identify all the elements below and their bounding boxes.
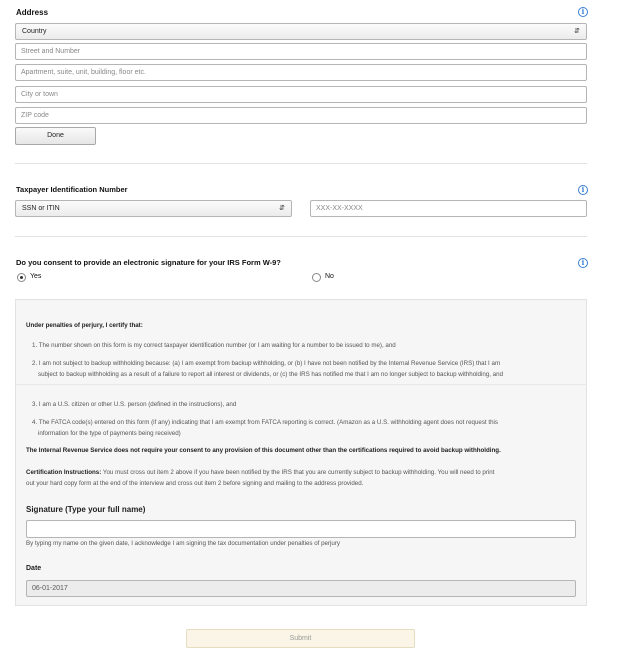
divider [15, 236, 587, 237]
signature-input[interactable] [26, 520, 576, 538]
date-label: Date [26, 565, 42, 572]
tin-info-icon[interactable]: i [578, 185, 588, 195]
instructions-line2: out your hard copy form at the end of the interview and cross out item 2 before signing and mailing to the address provided. [26, 480, 364, 487]
consent-info-icon[interactable]: i [578, 258, 588, 268]
scroll-divider [15, 384, 587, 385]
tin-title: Taxpayer Identification Number [16, 185, 128, 194]
zip-input[interactable]: ZIP code [15, 107, 587, 124]
address-info-icon[interactable]: i [578, 7, 588, 17]
cert-item-3: 3. I am a U.S. citizen or other U.S. person (defined in the instructions), and [32, 401, 237, 408]
consent-no-radio[interactable] [312, 273, 321, 282]
address-title: Address [16, 8, 49, 17]
instructions-label: Certification Instructions: [26, 469, 102, 476]
country-select-value: Country [22, 28, 47, 35]
consent-question: Do you consent to provide an electronic signature for your IRS Form W-9? [16, 258, 281, 267]
irs-notice: The Internal Revenue Service does not require your consent to any provision of this document other than the certifications required to avoid backup withholding. [26, 447, 501, 454]
instructions-line1: You must cross out item 2 above if you have been notified by the IRS that you are currently subject to backup withholding. You will need to print [102, 469, 495, 476]
tin-number-input[interactable]: XXX-XX-XXXX [310, 200, 587, 217]
select-caret-icon: ⇵ [279, 205, 285, 212]
cert-item-2-line2: subject to backup withholding as a result of a failure to report all interest or dividends, or (c) the IRS has notified me that I am no longer subject to backup withholding, and [38, 371, 504, 378]
cert-item-2-line1: 2. I am not subject to backup withholding because: (a) I am exempt from backup withholding, or (b) I have not been notified by the Internal Revenue Service (IRS) that I am [32, 360, 501, 367]
apartment-input[interactable]: Apartment, suite, unit, building, floor etc. [15, 64, 587, 81]
select-caret-icon: ⇵ [574, 28, 580, 35]
cert-item-1: 1. The number shown on this form is my correct taxpayer identification number (or I am waiting for a number to be issued to me), and [32, 342, 396, 349]
divider [15, 163, 587, 164]
street-input[interactable]: Street and Number [15, 43, 587, 60]
done-button[interactable]: Done [15, 127, 96, 145]
cert-item-4-line2: information for the type of payments being received) [38, 430, 181, 437]
certification-instructions [26, 468, 494, 478]
signature-acknowledgement: By typing my name on the given date, I acknowledge I am signing the tax documentation under penalties of perjury [26, 540, 341, 547]
submit-button[interactable]: Submit [186, 629, 415, 648]
date-field: 06-01-2017 [26, 580, 576, 597]
cert-item-4-line1: 4. The FATCA code(s) entered on this form (if any) indicating that I am exempt from FATCA reporting is correct. (Amazon as a U.S. withholding agent does not request this [32, 419, 498, 426]
tin-type-select[interactable] [15, 200, 292, 217]
country-select[interactable] [15, 23, 587, 40]
signature-label: Signature (Type your full name) [26, 505, 146, 514]
city-input[interactable]: City or town [15, 86, 587, 103]
consent-yes-radio[interactable] [17, 273, 26, 282]
consent-no-label[interactable]: No [325, 273, 334, 280]
certification-heading: Under penalties of perjury, I certify that: [26, 322, 143, 329]
consent-yes-label[interactable]: Yes [30, 273, 42, 280]
tin-type-value: SSN or ITIN [22, 205, 60, 212]
